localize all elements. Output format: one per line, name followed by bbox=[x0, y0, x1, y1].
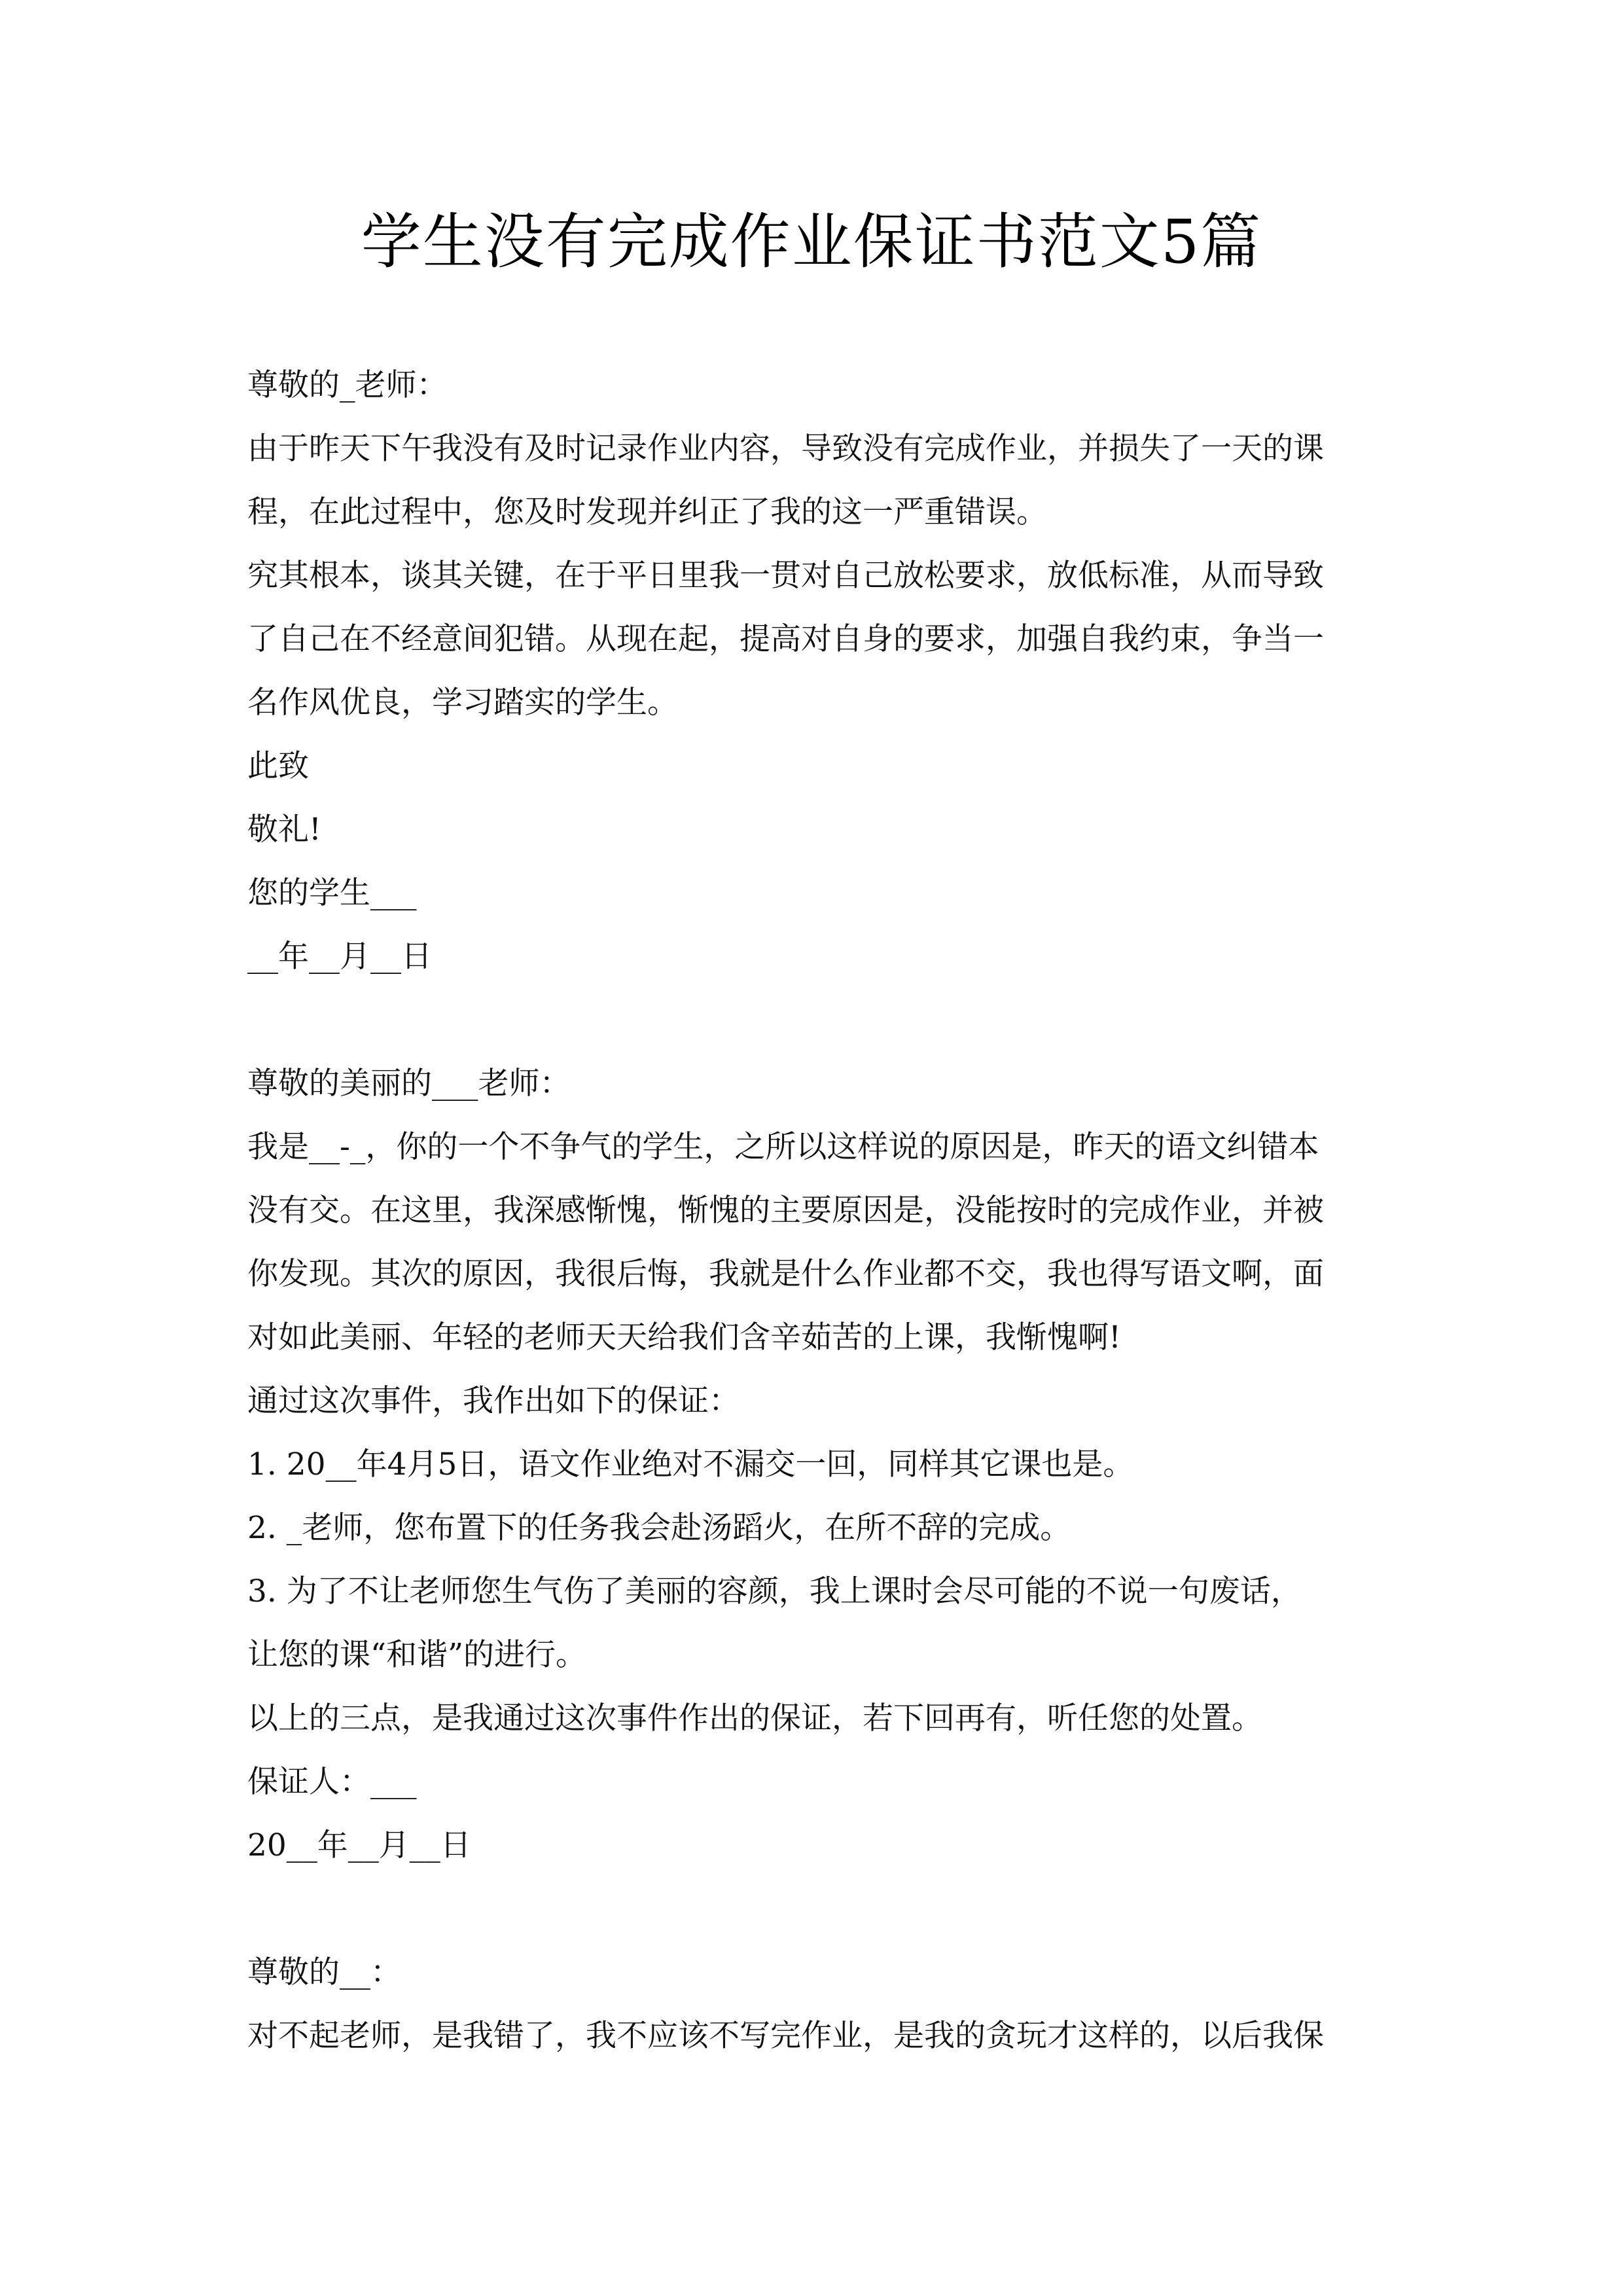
document-body bbox=[247, 353, 1380, 2068]
letter-1-line: 究其根本，谈其关键，在于平日里我一贯对自己放松要求，放低标准，从而导致 bbox=[247, 558, 1324, 594]
spacer bbox=[247, 1877, 1380, 1941]
letter-2-item: 2. _老师，您布置下的任务我会赴汤蹈火，在所不辞的完成。 bbox=[247, 1510, 1071, 1546]
letter-2-intro: 通过这次事件，我作出如下的保证： bbox=[247, 1383, 740, 1419]
letter-2-line: 对如此美丽、年轻的老师天天给我们含辛茹苦的上课，我惭愧啊! bbox=[247, 1319, 1121, 1355]
letter-2 bbox=[247, 1052, 1380, 1877]
letter-2-line: 没有交。在这里，我深感惭愧，惭愧的主要原因是，没能按时的完成作业，并被 bbox=[247, 1193, 1324, 1229]
letter-2-line: 我是__-_，你的一个不争气的学生，之所以这样说的原因是，昨天的语文纠错本 bbox=[247, 1129, 1319, 1165]
letter-3 bbox=[247, 1941, 1380, 2068]
letter-2-line: 你发现。其次的原因，我很后悔，我就是什么作业都不交，我也得写语文啊，面 bbox=[247, 1256, 1324, 1292]
letter-2-salutation: 尊敬的美丽的___老师： bbox=[247, 1066, 571, 1102]
letter-1-line: 由于昨天下午我没有及时记录作业内容，导致没有完成作业，并损失了一天的课 bbox=[247, 431, 1324, 467]
letter-1-closing: 此致 bbox=[247, 748, 309, 784]
letter-1-line: 名作风优良，学习踏实的学生。 bbox=[247, 685, 678, 721]
letter-2-item: 让您的课“和谐”的进行。 bbox=[247, 1637, 587, 1673]
letter-2-item: 1. 20__年4月5日，语文作业绝对不漏交一回，同样其它课也是。 bbox=[247, 1446, 1134, 1482]
letter-1-date: __年__月__日 bbox=[247, 939, 432, 975]
letter-1-signature: 您的学生___ bbox=[247, 875, 417, 911]
letter-1-line: 了自己在不经意间犯错。从现在起，提高对自身的要求，加强自我约束，争当一 bbox=[247, 621, 1324, 657]
letter-2-signature: 保证人：___ bbox=[247, 1764, 417, 1800]
letter-1 bbox=[247, 353, 1380, 988]
letter-1-line: 程，在此过程中，您及时发现并纠正了我的这一严重错误。 bbox=[247, 494, 1047, 530]
letter-1-regards: 敬礼! bbox=[247, 812, 321, 848]
document-title: 学生没有完成作业保证书范文5篇 bbox=[361, 207, 1262, 277]
letter-2-conclusion: 以上的三点，是我通过这次事件作出的保证，若下回再有，听任您的处置。 bbox=[247, 1700, 1262, 1736]
spacer bbox=[247, 988, 1380, 1052]
letter-3-salutation: 尊敬的__： bbox=[247, 1954, 401, 1990]
letter-2-item: 3. 为了不让老师您生气伤了美丽的容颜，我上课时会尽可能的不说一句废话， bbox=[247, 1573, 1302, 1609]
letter-3-line: 对不起老师，是我错了，我不应该不写完作业，是我的贪玩才这样的，以后我保 bbox=[247, 2018, 1324, 2054]
letter-2-date: 20__年__月__日 bbox=[247, 1827, 471, 1863]
letter-1-salutation: 尊敬的_老师： bbox=[247, 367, 448, 403]
